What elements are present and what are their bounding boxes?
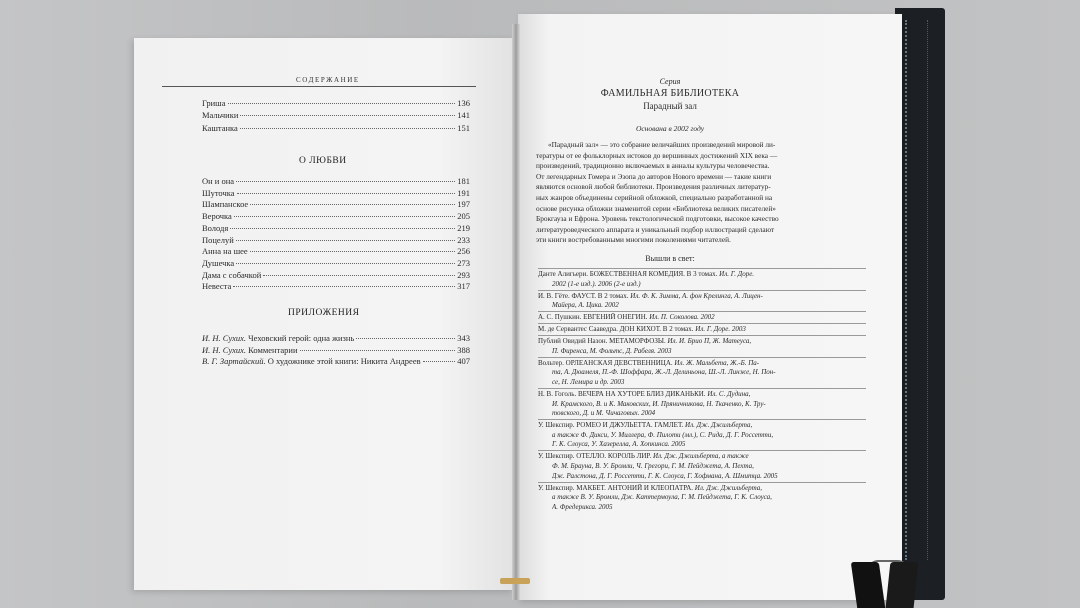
- entry-divider: [538, 482, 866, 483]
- published-entry-line: [552, 462, 882, 471]
- entry-illustrators: Ил. Дж. Джильберта,: [693, 483, 762, 492]
- published-entry-line: [552, 431, 882, 440]
- toc-entry-page: 136: [457, 98, 470, 108]
- toc-leader-dots: [236, 240, 455, 241]
- toc-entry-page: 256: [457, 246, 470, 257]
- toc-entry-title: Володя: [202, 222, 229, 233]
- toc-leader-dots: [263, 275, 455, 276]
- entry-author-title: Данте Алигьери. БОЖЕСТВЕННАЯ КОМЕДИЯ. В 3 томах.: [538, 270, 718, 278]
- description-line: «Парадный зал» — это собрание величайших произведений мировой ли-: [548, 140, 776, 149]
- toc-entry-title-text: Комментарии: [246, 344, 298, 355]
- entry-divider: [538, 388, 866, 389]
- published-entry-line: [552, 301, 882, 310]
- toc-entry: [202, 356, 470, 368]
- entry-author-title: Н. В. Гоголь. ВЕЧЕРА НА ХУТОРЕ БЛИЗ ДИКАНЬКИ.: [538, 390, 706, 398]
- toc-entry: [202, 333, 470, 345]
- entry-illustrators: Ил. Г. Доре.: [717, 270, 755, 278]
- entry-illustrators: Г. К. Слоуса, У. Хазерелла, А. Хопкинса. 2005: [552, 440, 686, 449]
- description-line: эти книги востребованными многими поколениями читателей.: [536, 235, 731, 245]
- entry-illustrators: Ил. Дж. Джильберта, а также: [651, 452, 749, 461]
- published-entry-line: [538, 337, 868, 346]
- entry-illustrators: а также Ф. Дикси, У. Миллера, Ф. Пилоти (мл.), С. Рида, Д. Г. Россетти,: [552, 430, 774, 439]
- toc-entry: [202, 345, 470, 357]
- toc-entry: [202, 258, 470, 270]
- entry-author-title: И. В. Гёте. ФАУСТ. В 2 томах.: [538, 291, 629, 300]
- entry-illustrators: Ил. И. Брио П, Ж. Матеуса,: [665, 337, 752, 346]
- toc-entry-author: И. Н. Сухих.: [202, 333, 247, 343]
- toc-entry-page: 407: [457, 356, 470, 366]
- description-line: От легендарных Гомера и Эзопа до авторов Нового времени — такие книги: [536, 171, 772, 181]
- published-entry-line: [552, 347, 882, 356]
- toc-entry-title: Шуточка: [202, 187, 235, 198]
- entry-divider: [538, 323, 866, 324]
- published-entry-line: [538, 270, 868, 279]
- entry-divider: [538, 419, 866, 420]
- founded-note: Основана в 2002 году: [635, 124, 705, 133]
- toc-leader-dots: [228, 103, 456, 104]
- toc-leader-dots: [250, 204, 455, 205]
- published-entry-line: [552, 493, 882, 502]
- toc-entry: [202, 123, 470, 135]
- published-label: Вышли в свет:: [645, 254, 695, 263]
- toc-entry-title: Душечка: [202, 257, 235, 268]
- published-entry-line: [538, 390, 868, 399]
- entry-illustrators: Ил. Г. Доре. 2003: [693, 325, 746, 334]
- toc-entry-page: 205: [457, 211, 470, 222]
- series-label: Серия: [659, 77, 681, 86]
- description-line: тературы от ее фольклорных истоков до вершинных достижений XIX века —: [536, 150, 778, 160]
- description-line: Брокгауза и Ефрона. Уровень текстологической подготовки, высокое качество: [536, 214, 779, 224]
- entry-illustrators: П. Фиренса, М. Фольтс, Д. Рабеля. 2003: [552, 346, 672, 355]
- entry-divider: [538, 268, 866, 269]
- toc-header: СОДЕРЖАНИЕ: [296, 76, 360, 84]
- entry-author-title: Вольтер. ОРЛЕАНСКАЯ ДЕВСТВЕННИЦА.: [538, 358, 673, 367]
- description-line: ных жанров объединены серийной обложкой, специально разработанной на: [536, 193, 773, 202]
- entry-illustrators: се, Н. Лемира и др. 2003: [552, 378, 625, 386]
- published-entry-line: [552, 400, 882, 409]
- toc-entry-title: Дама с собачкой: [202, 269, 262, 280]
- entry-divider: [538, 335, 866, 336]
- series-title: ФАМИЛЬНАЯ БИБЛИОТЕКА: [600, 88, 740, 99]
- entry-author-title: Публий Овидий Назон. МЕТАМОРФОЗЫ.: [538, 337, 666, 346]
- entry-author-title: М. де Сервантес Сааведра. ДОН КИХОТ. В 2 томах.: [538, 325, 694, 334]
- book-gutter: [512, 24, 520, 600]
- toc-entry-title-text: О художнике этой книги: Никита Андреев: [265, 356, 421, 366]
- toc-leader-dots: [236, 263, 455, 264]
- toc-entry-page: 151: [457, 122, 470, 133]
- toc-entry-title: [202, 356, 421, 366]
- toc-entry-page: 219: [457, 222, 470, 233]
- gilded-page-edge: [500, 578, 530, 584]
- entry-divider: [538, 450, 866, 451]
- toc-entry-page: 191: [457, 187, 470, 198]
- toc-leader-dots: [233, 286, 455, 287]
- binder-clip: [848, 560, 928, 608]
- entry-illustrators: И. Крамского, В. и К. Маковских, И. Пряничникова, Н. Ткаченко, К. Тру-: [552, 399, 766, 408]
- published-entry-line: [552, 503, 882, 512]
- toc-leader-dots: [356, 338, 455, 339]
- entry-illustrators: 2002 (1-е изд.). 2006 (2-е изд.): [552, 279, 641, 288]
- toc-entry: [202, 235, 470, 247]
- toc-entry-author: В. Г. Зартайский.: [202, 356, 266, 366]
- toc-leader-dots: [250, 251, 456, 252]
- toc-entry-title: Анна на шее: [202, 246, 248, 257]
- published-entry-line: [552, 280, 882, 289]
- toc-entry: [202, 199, 470, 211]
- entry-illustrators: Ил. Дж. Джильберта,: [683, 421, 753, 430]
- toc-entry-title: Гриша: [202, 98, 226, 108]
- description-line: основе рисунка обложки знаменитой серии «Библиотека великих писателей»: [536, 203, 776, 213]
- toc-leader-dots: [423, 361, 456, 362]
- toc-entry-title: Верочка: [202, 211, 232, 222]
- cover-ornament: [905, 20, 928, 560]
- toc-entry: [202, 188, 470, 200]
- toc-entry-title: Мальчики: [202, 110, 239, 121]
- entry-illustrators: а также В. У. Бромли, Дж. Каттермоула, Г. М. Пейджета, Г. К. Слоуса,: [552, 493, 772, 502]
- entry-divider: [538, 311, 866, 312]
- published-entry-line: [538, 325, 868, 334]
- published-entry-line: [552, 440, 882, 449]
- entry-illustrators: Ил. С. Дудина,: [705, 390, 751, 398]
- published-entry-line: [552, 378, 882, 387]
- section-title-love: О ЛЮБВИ: [299, 156, 347, 166]
- toc-entry: [202, 281, 470, 293]
- description-line: произведений, традиционно включаемых в анналы культуры человечества.: [536, 161, 770, 171]
- toc-entry: [202, 246, 470, 258]
- toc-entry-page: 197: [457, 199, 470, 210]
- toc-entry-page: 181: [457, 176, 470, 186]
- toc-entry-title: Поцелуй: [202, 234, 234, 245]
- toc-entry-page: 273: [457, 257, 470, 268]
- header-rule: [162, 86, 476, 87]
- entry-divider: [538, 357, 866, 358]
- toc-entry-author: И. Н. Сухих.: [202, 344, 247, 355]
- toc-entry-page: 293: [457, 269, 470, 280]
- entry-illustrators: та, А. Дюамеля, П.-Ф. Шоффара, Ж.-Л. Делиньона, Ш.-Л. Линже, Н. Пон-: [552, 368, 776, 377]
- toc-entry-title-text: Чеховский герой: одна жизнь: [246, 333, 355, 343]
- entry-author-title: У. Шекспир. МАКБЕТ. АНТОНИЙ И КЛЕОПАТРА.: [538, 483, 694, 492]
- toc-leader-dots: [300, 350, 456, 351]
- entry-illustrators: А. Фредерикса. 2005: [552, 502, 613, 511]
- toc-entry-title: Каштанка: [202, 122, 238, 133]
- toc-leader-dots: [230, 228, 455, 229]
- published-entry-line: [538, 484, 868, 493]
- toc-entry-page: 317: [457, 281, 470, 292]
- entry-illustrators: Майера, А. Цика. 2002: [552, 301, 619, 310]
- published-entry-line: [538, 313, 868, 322]
- published-entry-line: [552, 409, 882, 418]
- published-entry-line: [552, 368, 882, 377]
- toc-entry-page: 233: [457, 234, 470, 245]
- entry-divider: [538, 290, 866, 291]
- toc-leader-dots: [240, 128, 455, 129]
- entry-illustrators: Дж. Ралстона, Д. Г. Россетти, Г. К. Слоуса, Г. Хофмана, А. Шмитца. 2005: [552, 471, 778, 480]
- toc-entry-title: Он и она: [202, 176, 235, 186]
- published-entry-line: [538, 421, 868, 430]
- toc-entry-title: Шампанское: [202, 199, 249, 210]
- toc-entry-title: Невеста: [202, 281, 232, 292]
- toc-entry: [202, 270, 470, 282]
- toc-entry: [202, 211, 470, 223]
- toc-entry: [202, 98, 470, 110]
- toc-entry: [202, 110, 470, 122]
- entry-illustrators: Ил. Ф. К. Зимма, А. фон Крелинга, А. Лицен-: [628, 291, 763, 300]
- binder-clip-jaw: [886, 562, 919, 608]
- entry-illustrators: товского, Д. и М. Чичаговых. 2004: [552, 409, 656, 418]
- entry-author-title: А. С. Пушкин. ЕВГЕНИЙ ОНЕГИН.: [538, 313, 648, 322]
- description-line: литературоведческого аппарата и уникальный подбор иллюстраций сделают: [536, 224, 775, 234]
- series-subtitle: Парадный зал: [643, 101, 697, 111]
- description-line: являются основой любой библиотеки. Произведения различных литератур-: [536, 182, 771, 192]
- toc-leader-dots: [240, 115, 455, 116]
- entry-illustrators: Ф. М. Брауна, В. У. Бромли, Ч. Грегори, Г. М. Пейджета, А. Пехта,: [552, 462, 754, 470]
- published-entry-line: [538, 359, 868, 368]
- toc-entry-title: [202, 333, 354, 343]
- section-title-appendix: ПРИЛОЖЕНИЯ: [288, 308, 360, 318]
- entry-author-title: У. Шекспир. РОМЕО И ДЖУЛЬЕТТА. ГАМЛЕТ.: [538, 421, 684, 430]
- toc-entry-title: [202, 345, 298, 355]
- toc-leader-dots: [237, 193, 456, 194]
- published-entry-line: [552, 472, 882, 481]
- entry-illustrators: Ил. П. Соколова. 2002: [647, 313, 715, 322]
- entry-illustrators: Ил. Ж. Мальбета, Ж.-Б. Па-: [672, 358, 760, 367]
- published-entry-line: [538, 452, 868, 461]
- toc-entry: [202, 223, 470, 235]
- toc-entry-page: 388: [457, 344, 470, 355]
- toc-entry-page: 141: [457, 110, 470, 121]
- entry-author-title: У. Шекспир. ОТЕЛЛО. КОРОЛЬ ЛИР.: [538, 452, 652, 461]
- toc-leader-dots: [236, 181, 455, 182]
- toc-leader-dots: [234, 216, 455, 217]
- toc-entry-page: 343: [457, 333, 470, 343]
- toc-entry: [202, 176, 470, 188]
- published-entry-line: [538, 292, 868, 301]
